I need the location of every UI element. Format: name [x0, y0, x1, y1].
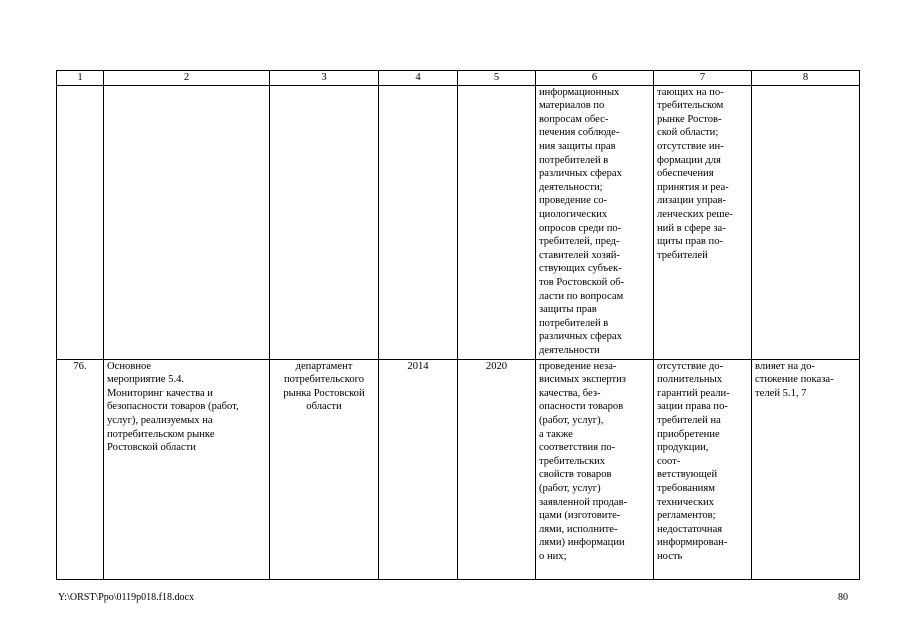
cell-start-year: 2014 [379, 359, 458, 579]
column-number-8: 8 [752, 71, 860, 86]
footer-page-number: 80 [838, 592, 848, 603]
cell-indicator-relation: влияет на до- стижение показа- телей 5.1, 7 [752, 359, 860, 579]
column-number-6: 6 [536, 71, 654, 86]
table-row-continued [57, 85, 860, 359]
column-number-5: 5 [458, 71, 536, 86]
column-number-4: 4 [379, 71, 458, 86]
cell-consequences: отсутствие до- полнительных гарантий реали- зации права по- требителей на приобретение продукции, соот- ветствующей требованиям технических регламентов; недостаточная информирован- ность [654, 359, 752, 579]
column-number-row [57, 71, 860, 86]
cell-row-number: 76. [57, 359, 104, 579]
cell-expected-result: проведение неза- висимых экспертиз качества, без- опасности товаров (работ, услуг), а также соответствия по- требительских свойств товаров (работ, услуг) заявленной продав- цами (изготовите- лями, исполните- лями) информации о них; [536, 359, 654, 579]
main-table [56, 70, 860, 580]
cell-measure-name: Основное мероприятие 5.4. Мониторинг качества и безопасности товаров (работ, услуг), реализуемых на потребительском рынке Ростовской области [104, 359, 270, 579]
column-number-1: 1 [57, 71, 104, 86]
column-number-7: 7 [654, 71, 752, 86]
column-number-3: 3 [270, 71, 379, 86]
cell-empty [57, 85, 104, 359]
column-number-2: 2 [104, 71, 270, 86]
cell-empty [752, 85, 860, 359]
cell-consequences-continued: тающих на по- требительском рынке Ростов- ской области; отсутствие ин- формации для обеспечения принятия и реа- лизации управ- ленческих реше- ний в сфере за- щиты прав по- требителей [654, 85, 752, 359]
table-row-76 [57, 359, 860, 579]
cell-result-continued: информационных материалов по вопросам обес- печения соблюде- ния защиты прав потребителей в различных сферах деятельности; проведение со- циологических опросов среди по- требителей, пред- ставителей хозяй- ствующих субъек- тов Ростовской об- ласти по вопросам защиты прав потребителей в различных сферах деятельности [536, 85, 654, 359]
footer-file-path: Y:\ORST\Ppo\0119p018.f18.docx [58, 592, 194, 603]
cell-empty [379, 85, 458, 359]
cell-empty [458, 85, 536, 359]
cell-empty [270, 85, 379, 359]
cell-empty [104, 85, 270, 359]
cell-end-year: 2020 [458, 359, 536, 579]
cell-executor: департамент потребительского рынка Ростовской области [270, 359, 379, 579]
